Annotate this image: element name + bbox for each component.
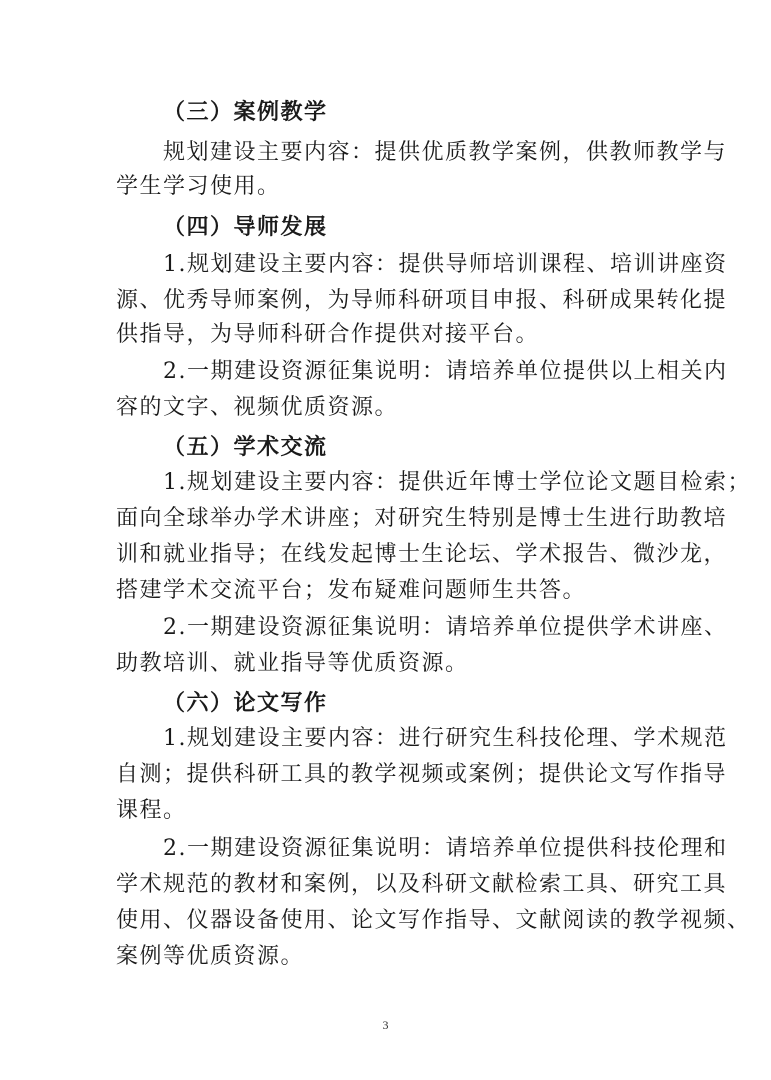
section-heading: （四）导师发展 bbox=[163, 214, 328, 240]
section-heading: （五）学术交流 bbox=[163, 434, 328, 460]
paragraph-line: 面向全球举办学术讲座；对研究生特别是博士生进行助教培 bbox=[116, 506, 728, 531]
paragraph-line: 2.一期建设资源征集说明：请培养单位提供学术讲座、 bbox=[163, 615, 728, 640]
section-heading: （三）案例教学 bbox=[163, 99, 328, 125]
paragraph-line: 训和就业指导；在线发起博士生论坛、学术报告、微沙龙， bbox=[116, 542, 728, 567]
paragraph-line: 源、优秀导师案例，为导师科研项目申报、科研成果转化提 bbox=[116, 288, 728, 313]
paragraph-line: 自测；提供科研工具的教学视频或案例；提供论文写作指导 bbox=[116, 762, 728, 787]
paragraph-line: 2.一期建设资源征集说明：请培养单位提供科技伦理和 bbox=[163, 836, 728, 861]
paragraph-line: 2.一期建设资源征集说明：请培养单位提供以上相关内 bbox=[163, 359, 728, 384]
paragraph-line: 1.规划建设主要内容：提供近年博士学位论文题目检索； bbox=[163, 470, 751, 495]
paragraph-line: 助教培训、就业指导等优质资源。 bbox=[116, 651, 469, 676]
paragraph-line: 容的文字、视频优质资源。 bbox=[116, 395, 399, 420]
paragraph-line: 课程。 bbox=[116, 798, 187, 823]
paragraph-line: 搭建学术交流平台；发布疑难问题师生共答。 bbox=[116, 578, 587, 603]
paragraph-line: 使用、仪器设备使用、论文写作指导、文献阅读的教学视频、 bbox=[116, 908, 751, 933]
paragraph-line: 1.规划建设主要内容：提供导师培训课程、培训讲座资 bbox=[163, 252, 728, 277]
paragraph-line: 学生学习使用。 bbox=[116, 174, 281, 199]
paragraph-line: 1.规划建设主要内容：进行研究生科技伦理、学术规范 bbox=[163, 726, 728, 751]
page-number: 3 bbox=[382, 1018, 389, 1032]
paragraph-line: 供指导，为导师科研合作提供对接平台。 bbox=[116, 322, 540, 347]
section-heading: （六）论文写作 bbox=[163, 690, 328, 716]
paragraph-line: 规划建设主要内容：提供优质教学案例，供教师教学与 bbox=[163, 140, 728, 165]
paragraph-line: 案例等优质资源。 bbox=[116, 944, 305, 969]
paragraph-line: 学术规范的教材和案例，以及科研文献检索工具、研究工具 bbox=[116, 872, 728, 897]
